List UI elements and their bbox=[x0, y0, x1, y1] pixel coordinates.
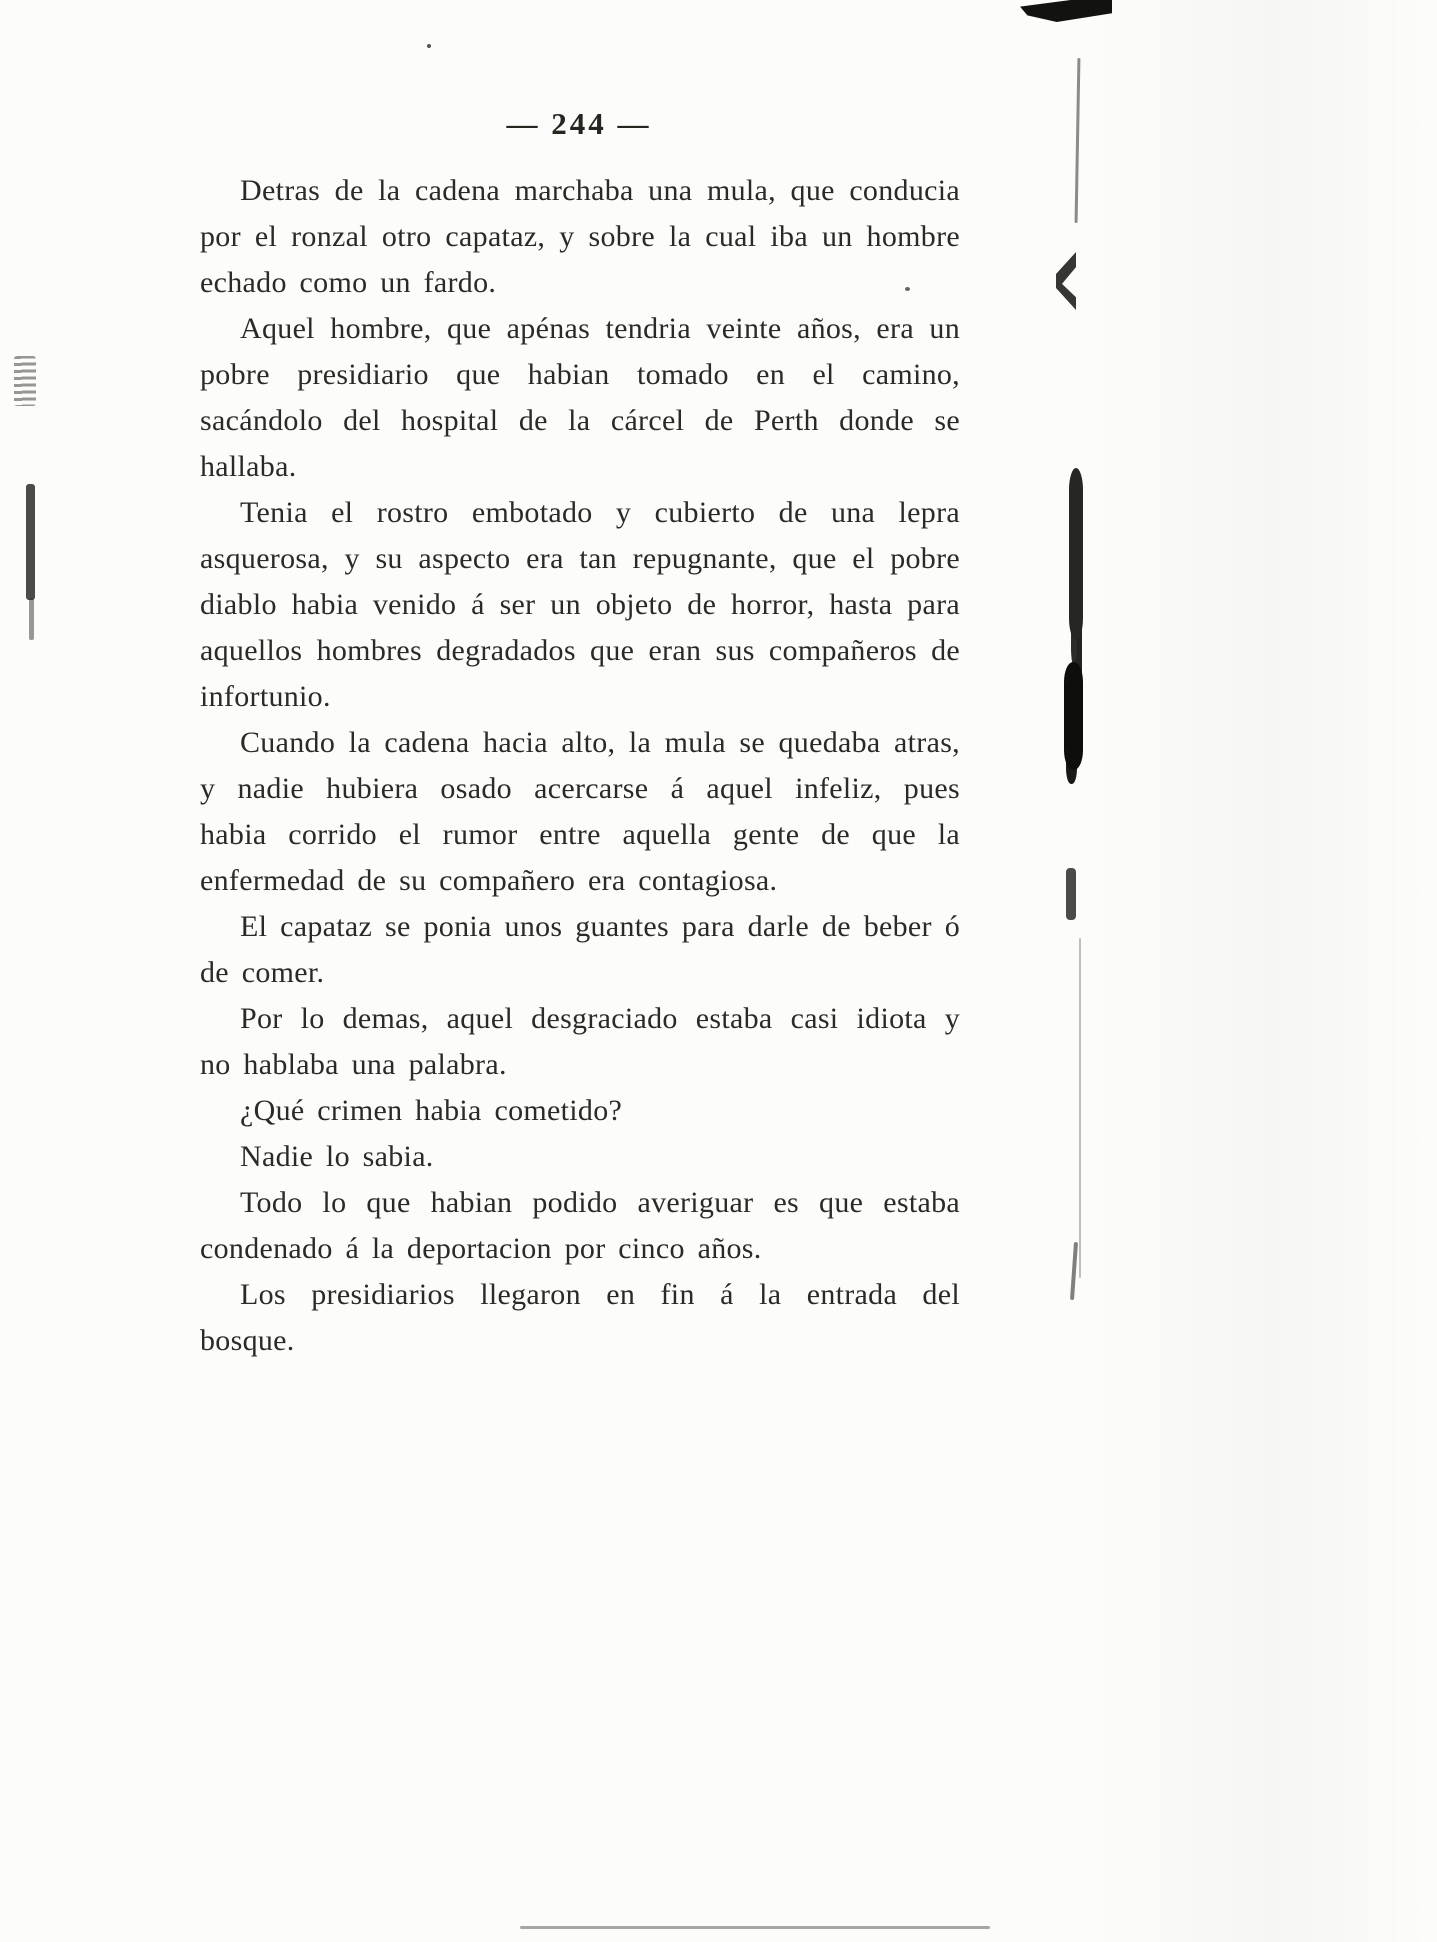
paragraph: Aquel hombre, que apénas tendria veinte años, era un pobre presidiario que habian tomado en el camino, sacándolo del hospital de la cárcel de Perth donde se hallaba. bbox=[200, 312, 960, 483]
paragraph: Tenia el rostro embotado y cubierto de una lepra asquerosa, y su aspecto era tan repugnante, que el pobre diablo habia venido á ser un objeto de horror, hasta para aquellos hombres degradados que eran sus compañeros de infortunio. bbox=[200, 496, 960, 713]
scan-artifact-left-mark-2 bbox=[26, 484, 35, 600]
body-text bbox=[200, 168, 960, 1364]
scan-artifact-right-small-mark bbox=[1066, 868, 1076, 920]
scan-artifact-right-blotch-2 bbox=[1064, 662, 1083, 770]
scan-artifact-right-streak-top bbox=[1075, 58, 1081, 223]
scan-artifact-right-squiggle bbox=[1070, 1242, 1078, 1300]
paragraph: Los presidiarios llegaron en fin á la entrada del bosque. bbox=[200, 1278, 960, 1357]
paragraph: Detras de la cadena marchaba una mula, que conducia por el ronzal otro capataz, y sobre la cual iba un hombre echado como un fardo. bbox=[200, 174, 960, 299]
paragraph: El capataz se ponia unos guantes para darle de beber ó de comer. bbox=[200, 910, 960, 989]
paragraph: Por lo demas, aquel desgraciado estaba casi idiota y no hablaba una palabra. bbox=[200, 1002, 960, 1081]
paragraph: ¿Qué crimen habia cometido? bbox=[240, 1094, 623, 1127]
scan-artifact-speck-1 bbox=[427, 44, 431, 48]
paragraph: Cuando la cadena hacia alto, la mula se quedaba atras, y nadie hubiera osado acercarse á aquel infeliz, pues habia corrido el rumor entre aquella gente de que la enfermedad de su compañero era contagiosa. bbox=[200, 726, 960, 897]
scan-artifact-top-right-corner bbox=[1020, 0, 1112, 22]
paragraph: Nadie lo sabia. bbox=[240, 1140, 434, 1173]
scan-artifact-right-blotch-1 bbox=[1069, 468, 1083, 640]
scan-artifact-left-mark-3 bbox=[29, 598, 34, 640]
scan-artifact-bottom-line bbox=[520, 1926, 990, 1929]
scan-artifact-right-hook-mark bbox=[1056, 252, 1076, 310]
page-number: — 244 — bbox=[506, 106, 652, 141]
scan-artifact-left-mark-1 bbox=[14, 356, 36, 406]
scan-artifact-right-streak-bottom bbox=[1079, 938, 1081, 1278]
paragraph: Todo lo que habian podido averiguar es que estaba condenado á la deportacion por cinco años. bbox=[200, 1186, 960, 1265]
